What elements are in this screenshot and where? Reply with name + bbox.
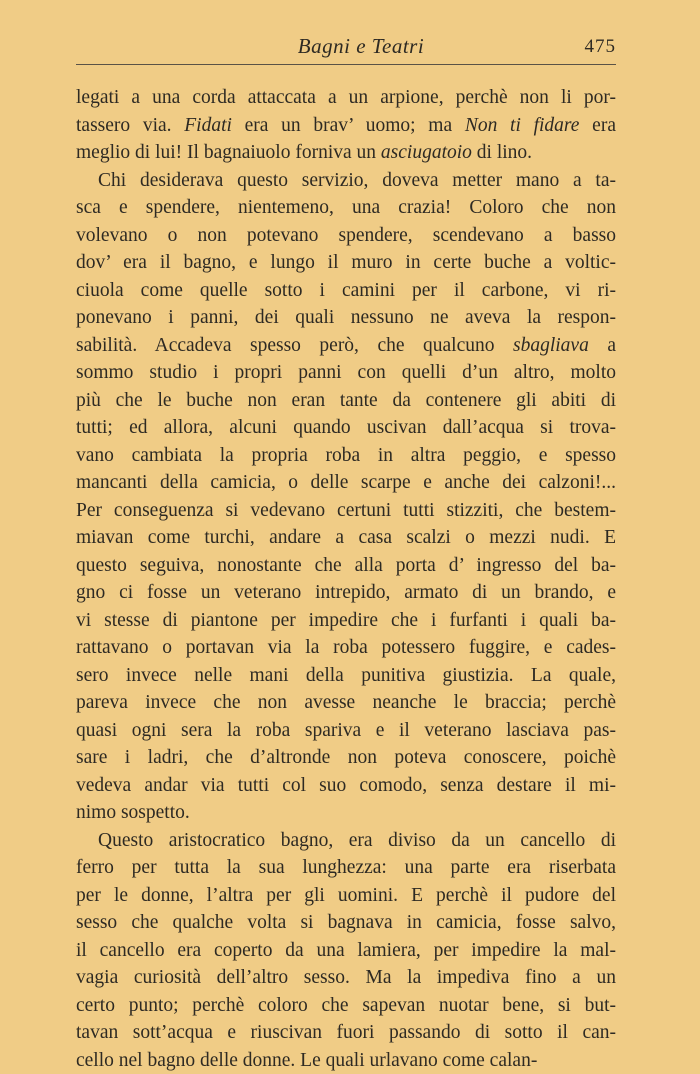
text-run: a <box>589 335 616 356</box>
text-run: Questo aristocratico bagno, era diviso da un cancello di <box>98 830 616 851</box>
header-rule <box>76 64 616 65</box>
running-title: Bagni e Teatri <box>76 34 616 59</box>
text-run: questo seguiva, nonostante che alla porta d’ ingresso del ba- <box>76 555 616 576</box>
text-run: ciuola come quelle sotto i camini per il carbone, vi ri- <box>76 280 616 301</box>
text-run: Per conseguenza si vedevano certuni tutti stizziti, che bestem- <box>76 500 616 521</box>
text-run: tavan sott’acqua e riuscivan fuori passando di sotto il can- <box>76 1022 616 1043</box>
text-line <box>76 689 616 717</box>
text-line <box>76 662 616 690</box>
text-run: ponevano i panni, dei quali nessuno ne aveva la respon- <box>76 307 616 328</box>
text-line <box>76 717 616 745</box>
text-line <box>76 387 616 415</box>
text-run: tassero via. <box>76 115 184 136</box>
text-run: più che le buche non eran tante da contenere gli abiti di <box>76 390 616 411</box>
text-run: tutti; ed allora, alcuni quando uscivan dall’acqua si trova- <box>76 417 616 438</box>
italic-phrase: Fidati <box>184 115 232 136</box>
text-line <box>76 579 616 607</box>
text-run: sesso che qualche volta si bagnava in camicia, fosse salvo, <box>76 912 616 933</box>
text-run: vano cambiata la propria roba in altra peggio, e spesso <box>76 445 616 466</box>
text-run: cello nel bagno delle donne. Le quali urlavano come calan- <box>76 1050 537 1071</box>
text-run: sca e spendere, nientemeno, una crazia! Coloro che non <box>76 197 616 218</box>
italic-phrase: Non ti fidare <box>465 115 580 136</box>
text-run: era un brav’ uomo; ma <box>232 115 465 136</box>
text-line <box>76 167 616 195</box>
text-line <box>76 992 616 1020</box>
text-line <box>76 772 616 800</box>
page-number: 475 <box>585 36 617 58</box>
text-run: vi stesse di piantone per impedire che i furfanti i quali ba- <box>76 610 616 631</box>
italic-phrase: asciugatoio <box>381 142 472 163</box>
text-run: rattavano o portavan via la roba potessero fuggire, e cades- <box>76 637 616 658</box>
text-run: meglio di lui! Il bagnaiuolo forniva un <box>76 142 381 163</box>
italic-phrase: sbagliava <box>513 335 589 356</box>
text-line <box>76 304 616 332</box>
text-line <box>76 937 616 965</box>
paragraph <box>76 827 616 1074</box>
text-line <box>76 469 616 497</box>
text-line <box>76 497 616 525</box>
text-line <box>76 194 616 222</box>
text-run: sero invece nelle mani della punitiva giustizia. La quale, <box>76 665 616 686</box>
text-line <box>76 607 616 635</box>
text-line <box>76 799 616 827</box>
text-line <box>76 332 616 360</box>
body-text <box>76 84 616 1074</box>
text-line <box>76 139 616 167</box>
text-line <box>76 552 616 580</box>
text-line <box>76 524 616 552</box>
text-run: era <box>579 115 616 136</box>
text-line <box>76 442 616 470</box>
text-line <box>76 222 616 250</box>
text-line <box>76 964 616 992</box>
text-run: ferro per tutta la sua lunghezza: una parte era riserbata <box>76 857 616 878</box>
text-line <box>76 634 616 662</box>
text-run: pareva invece che non avesse neanche le braccia; perchè <box>76 692 616 713</box>
text-line <box>76 277 616 305</box>
text-run: sare i ladri, che d’altronde non poteva conoscere, poichè <box>76 747 616 768</box>
text-line <box>76 882 616 910</box>
text-run: mancanti della camicia, o delle scarpe e anche dei calzoni!... <box>76 472 616 493</box>
running-head <box>76 34 616 60</box>
text-run: vedeva andar via tutti col suo comodo, senza destare il mi- <box>76 775 616 796</box>
paragraph <box>76 84 616 167</box>
text-run: volevano o non potevano spendere, scendevano a basso <box>76 225 616 246</box>
text-line <box>76 1019 616 1047</box>
text-line <box>76 744 616 772</box>
text-line <box>76 359 616 387</box>
paragraph <box>76 167 616 827</box>
text-line <box>76 827 616 855</box>
text-line <box>76 249 616 277</box>
text-line <box>76 84 616 112</box>
text-run: gno ci fosse un veterano intrepido, armato di un brando, e <box>76 582 616 603</box>
text-line <box>76 414 616 442</box>
text-run: sabilità. Accadeva spesso però, che qualcuno <box>76 335 513 356</box>
text-run: legati a una corda attaccata a un arpione, perchè non li por- <box>76 87 616 108</box>
text-run: nimo sospetto. <box>76 802 190 823</box>
text-run: certo punto; perchè coloro che sapevan nuotar bene, si but- <box>76 995 616 1016</box>
text-run: miavan come turchi, andare a casa scalzi o mezzi nudi. E <box>76 527 616 548</box>
text-line <box>76 112 616 140</box>
text-run: vagia curiosità dell’altro sesso. Ma la impediva fino a un <box>76 967 616 988</box>
text-run: Chi desiderava questo servizio, doveva metter mano a ta- <box>98 170 616 191</box>
text-run: di lino. <box>472 142 532 163</box>
text-run: dov’ era il bagno, e lungo il muro in certe buche a voltic- <box>76 252 616 273</box>
text-line <box>76 1047 616 1074</box>
text-run: sommo studio i propri panni con quelli d’un altro, molto <box>76 362 616 383</box>
text-run: il cancello era coperto da una lamiera, per impedire la mal- <box>76 940 616 961</box>
text-run: quasi ogni sera la roba spariva e il veterano lasciava pas- <box>76 720 616 741</box>
text-line <box>76 854 616 882</box>
text-line <box>76 909 616 937</box>
text-run: per le donne, l’altra per gli uomini. E perchè il pudore del <box>76 885 616 906</box>
